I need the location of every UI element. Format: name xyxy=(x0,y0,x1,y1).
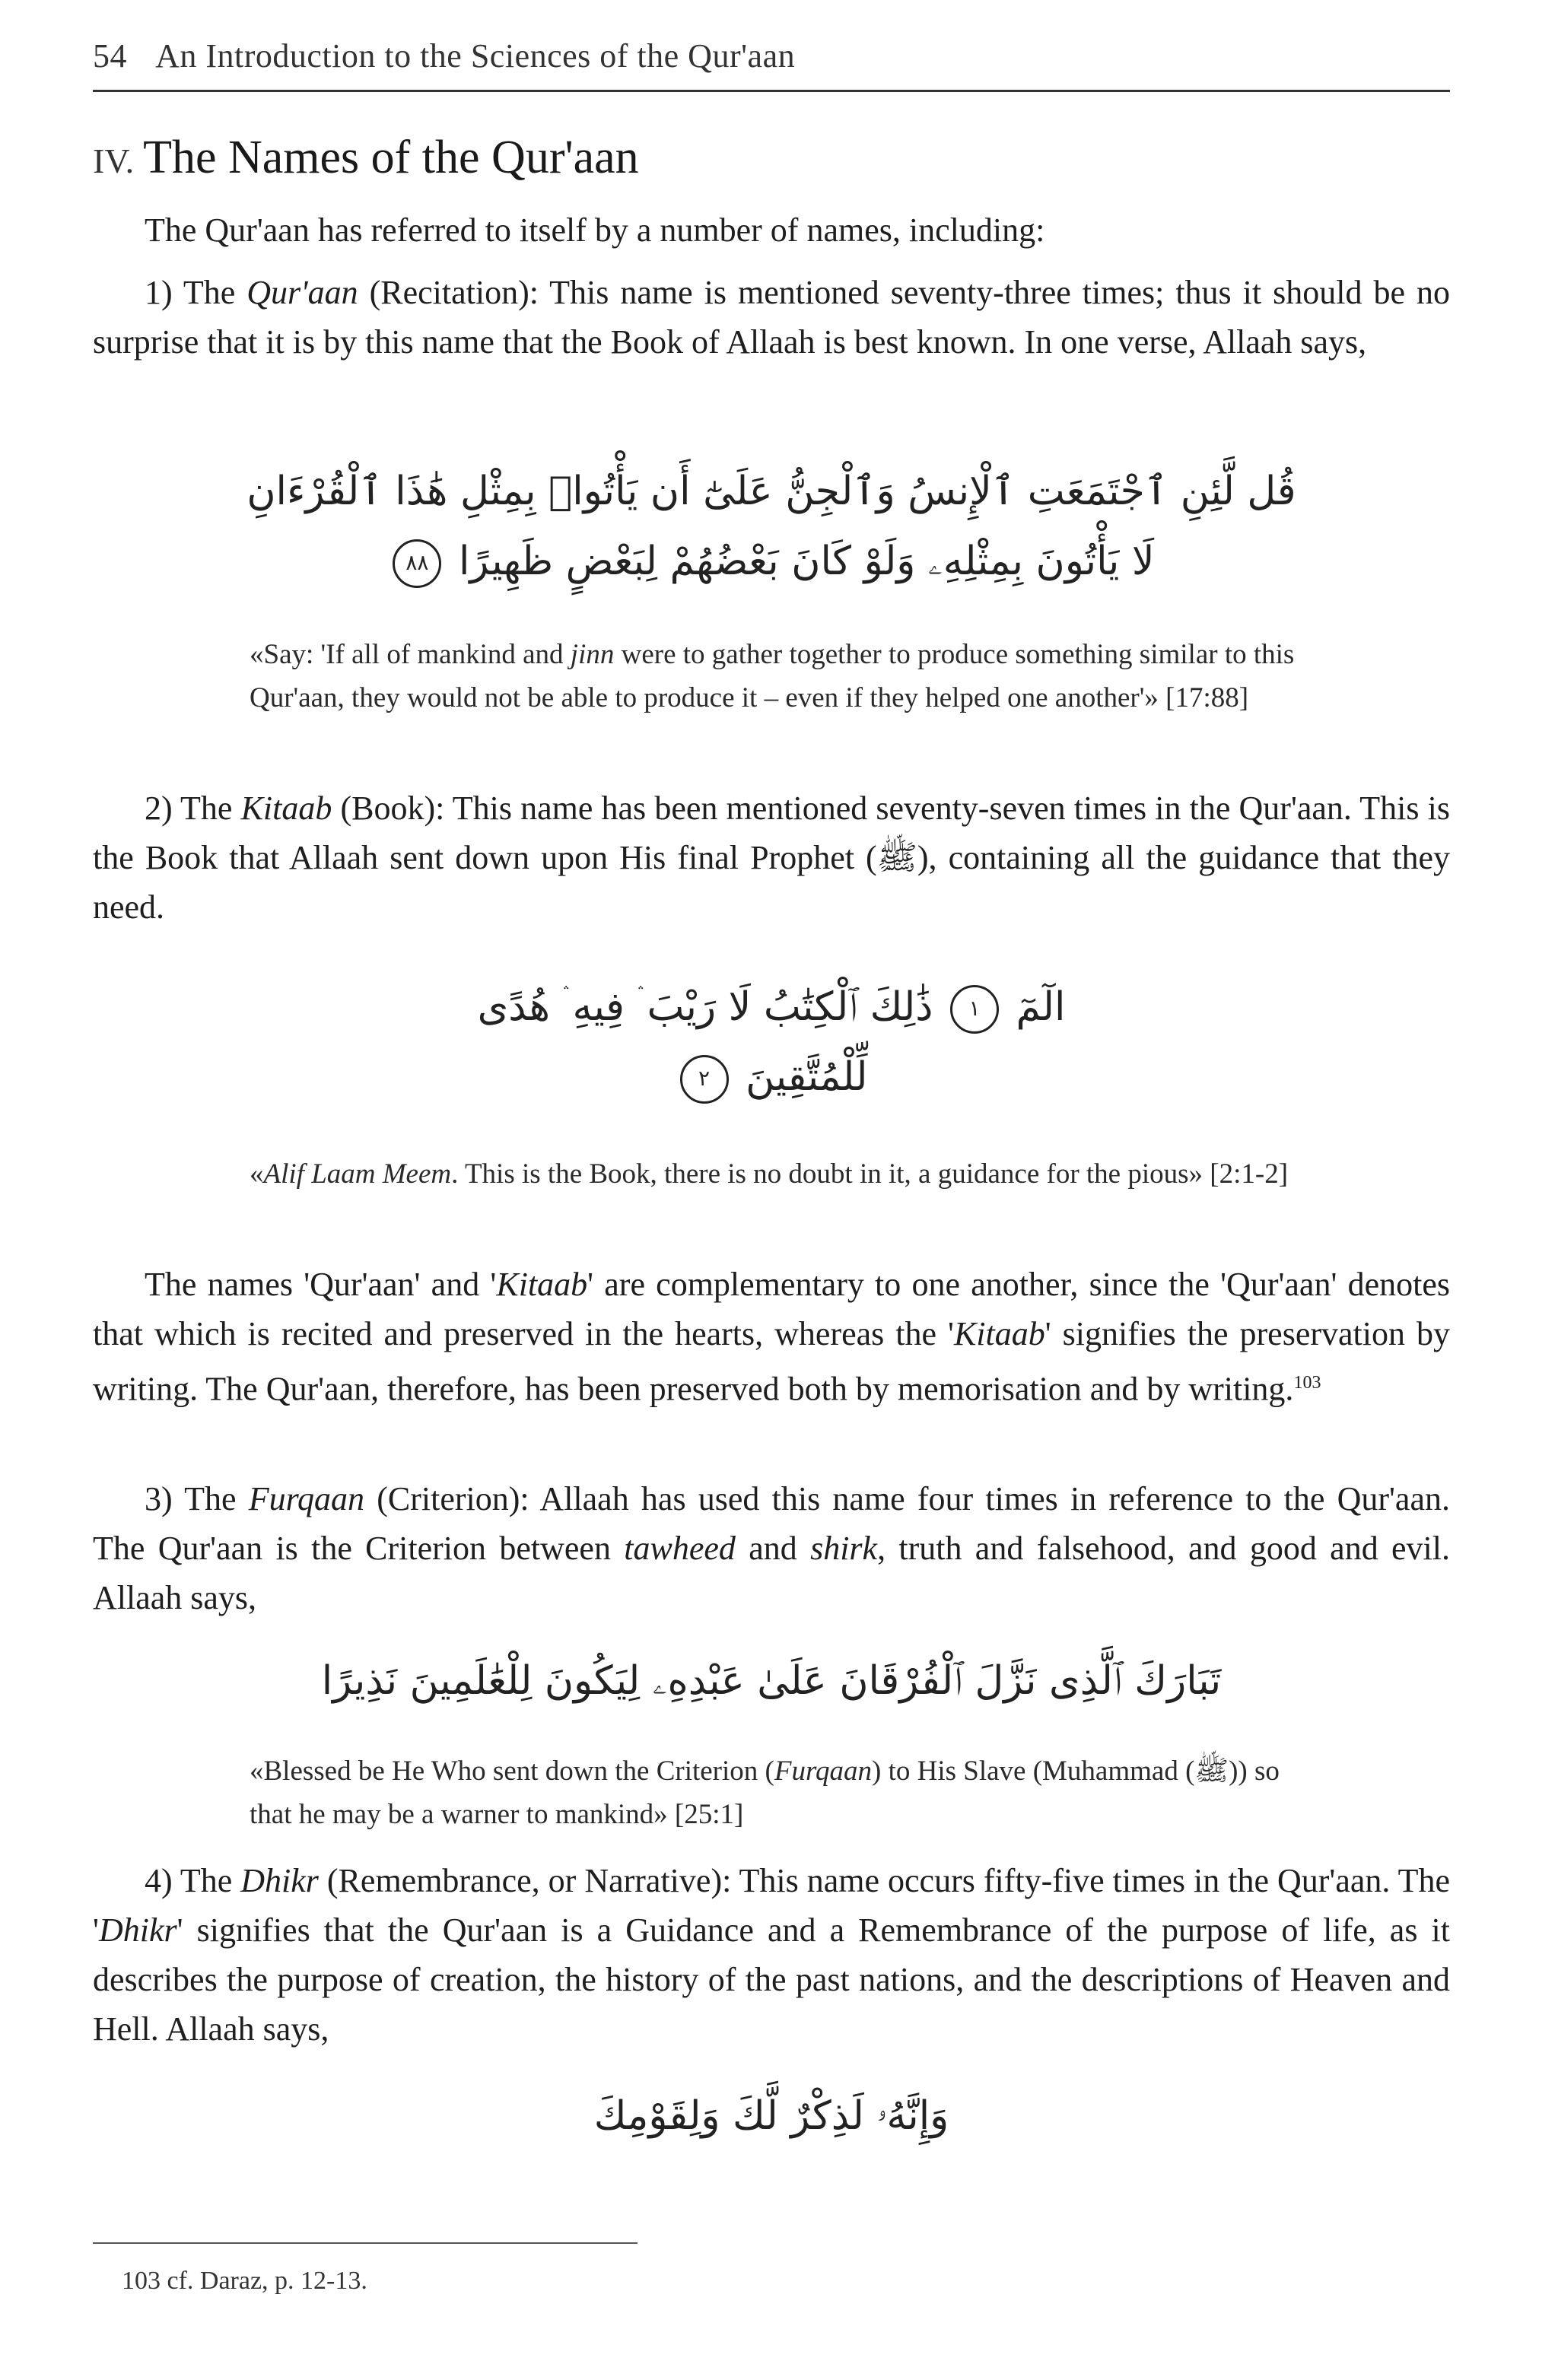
ayah-marker: ٢ xyxy=(680,1055,729,1104)
verse-43-44-arabic: وَإِنَّهُۥ لَذِكْرٌ لَّكَ وَلِقَوْمِكَ xyxy=(593,2093,949,2139)
translation-25-1: «Blessed be He Who sent down the Criterion (Furqaan) to His Slave (Muhammad (ﷺ)) so that he may be a warner to mankind» [25:1] xyxy=(250,1756,1280,1830)
intro-paragraph: The Qur'aan has referred to itself by a number of names, including: xyxy=(145,211,1045,249)
ayah-marker: ٨٨ xyxy=(393,539,441,588)
section-number: IV. xyxy=(93,141,135,180)
translation-17-88: «Say: 'If all of mankind and jinn were to gather together to produce something similar to this Qur'aan, they would not be able to produce it – even if they helped one another'» [17:88] xyxy=(250,639,1295,713)
paragraph-kitaab: 2) The Kitaab (Book): This name has been mentioned seventy-seven times in the Qur'aan. This is the Book that Allaah sent down upon His final Prophet (ﷺ), containing all the guidance that they need. xyxy=(93,790,1450,926)
footnote-rule xyxy=(93,2242,638,2244)
header-rule xyxy=(93,90,1450,92)
section-title: The Names of the Qur'aan xyxy=(143,132,639,183)
section-heading xyxy=(93,131,639,185)
page-number: 54 xyxy=(93,37,127,75)
footnote-number: 103 xyxy=(122,2267,161,2295)
paragraph-dhikr: 4) The Dhikr (Remembrance, or Narrative): This name occurs fifty-five times in the Qur'aan. The 'Dhikr' signifies that the Qur'aan is a Guidance and a Remembrance of the purpose of life, as it describes the purpose of creation, the history of the past nations, and the descriptions of Heaven and Hell. Allaah says, xyxy=(93,1862,1451,2048)
verse-2-1-arabic: الٓمٓ ١ ذَٰلِكَ ٱلْكِتَٰبُ لَا رَيْبَ ۛ فِيهِ ۛ هُدًى لِّلْمُتَّقِينَ ٢ xyxy=(245,972,1298,1112)
running-title: An Introduction to the Sciences of the Qur'aan xyxy=(155,37,796,75)
verse-25-1-arabic: تَبَارَكَ ٱلَّذِى نَزَّلَ ٱلْفُرْقَانَ عَلَىٰ عَبْدِهِۦ لِيَكُونَ لِلْعَٰلَمِينَ نَذِيرًا xyxy=(321,1658,1222,1704)
footnote-text: cf. Daraz, p. 12-13. xyxy=(167,2267,367,2295)
verse-17-88-arabic: قُل لَّئِنِ ٱجْتَمَعَتِ ٱلْإِنسُ وَٱلْجِنُّ عَلَىٰٓ أَن يَأْتُوا۟ بِمِثْلِ هَٰذَا ٱلْقُرْءَانِ لَا يَأْتُونَ بِمِثْلِهِۦ وَلَوْ كَانَ بَعْضُهُمْ لِبَعْضٍ ظَهِيرًا ٨٨ xyxy=(245,456,1298,596)
footnote xyxy=(122,2267,367,2296)
translation-2-1: «Alif Laam Meem. This is the Book, there is no doubt in it, a guidance for the pious» [2:1-2] xyxy=(250,1158,1289,1190)
ayah-marker: ١ xyxy=(950,985,999,1034)
paragraph-quraan: 1) The Qur'aan (Recitation): This name is mentioned seventy-three times; thus it should be no surprise that it is by this name that the Book of Allaah is best known. In one verse, Allaah says, xyxy=(93,274,1451,361)
footnote-ref: 103 xyxy=(1293,1373,1321,1393)
book-page xyxy=(93,0,1450,2380)
paragraph-names: The names 'Qur'aan' and 'Kitaab' are complementary to one another, since the 'Qur'aan' denotes that which is recited and preserved in the hearts, whereas the 'Kitaab' signifies the preservation by writing. The Qur'aan, therefore, has been preserved both by memorisation and by writing.$^{103}$ xyxy=(93,1266,1450,1408)
running-head xyxy=(93,37,1450,75)
paragraph-furqaan: 3) The Furqaan (Criterion): Allaah has used this name four times in reference to the Qur'aan. The Qur'aan is the Criterion between tawheed and shirk, truth and falsehood, and good and evil. Allaah says, xyxy=(93,1480,1451,1616)
